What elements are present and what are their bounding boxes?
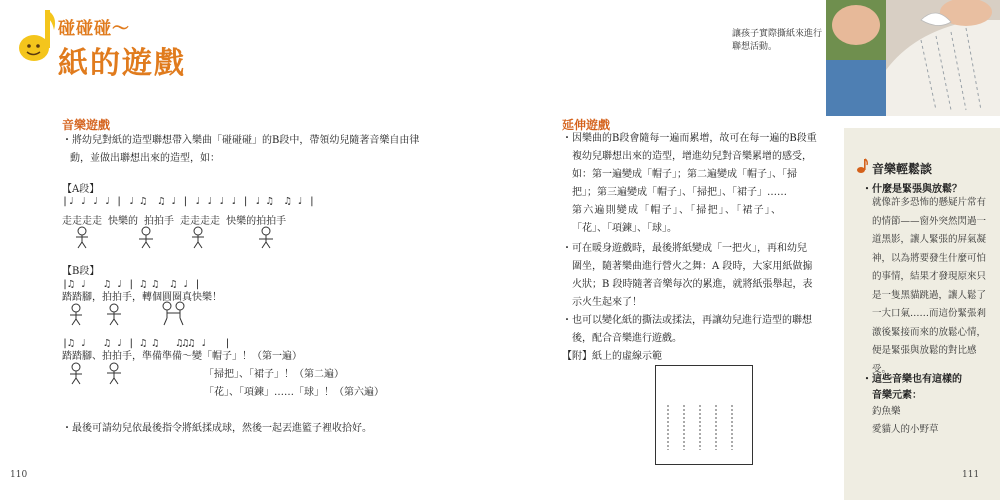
section-b-label: 【B段】 bbox=[62, 266, 100, 277]
photo-child-tearing-paper bbox=[826, 0, 1000, 116]
ending-instruction: ・最後可請幼兒依最後指令將紙揉成球，然後一起丟進籃子裡收拾好。 bbox=[62, 423, 372, 434]
extension-p2-line-2: 圍坐，隨著樂曲進行營火之舞：A 段時，大家用紙做搧 bbox=[572, 261, 813, 272]
right-page bbox=[500, 0, 1000, 500]
sidebar-answer-1: 就像許多恐怖的懸疑片常有 的情節——窗外突然閃過一 道黑影，讓人緊張的屏氣凝 神，以為將要發生什麼可怕 的事情，結果才發現原來只 是一隻黑貓跳過，讓人鬆了 一大口氣……而這份緊張剎 激後緊接而來的放鬆心情， 便是緊張與放鬆的對比感 受。 bbox=[872, 197, 987, 375]
intro-line-2: 動，並做出聯想出來的造型，如： bbox=[70, 153, 220, 164]
sidebar-question-2-line-2: 音樂元素： bbox=[872, 390, 922, 401]
child-figure-icon bbox=[72, 226, 92, 250]
child-figure-icon bbox=[66, 303, 86, 327]
sidebar-music-talk bbox=[844, 128, 1000, 500]
music-note-icon bbox=[856, 158, 868, 174]
section-b-lyrics-3: 「掃把」、「裙子」！（第二遍） bbox=[204, 369, 344, 380]
photo-caption: 讓孩子實際撕紙來進行聯想活動。 bbox=[732, 29, 823, 52]
section-heading-music-game: 音樂遊戲 bbox=[62, 118, 111, 132]
extension-p1-line-3: 如：第一遍變成「帽子」；第二遍變成「帽子」、「掃 bbox=[572, 169, 797, 180]
section-a-lyrics: 走走走走 快樂的 拍拍手 走走走走 快樂的拍拍手 bbox=[62, 216, 287, 227]
children-circle-icon bbox=[158, 300, 190, 328]
extension-p3-line-1: ・也可以變化紙的撕法或揉法，再讓幼兒進行造型的聯想 bbox=[562, 315, 812, 326]
intro-line-1: ・將幼兒對紙的造型聯想帶入樂曲「碰碰碰」的B段中，帶領幼兒隨著音樂自由律 bbox=[62, 135, 420, 146]
extension-p1-line-2: 複幼兒聯想出來的造型，增進幼兒對音樂累增的感受， bbox=[572, 151, 812, 162]
child-figure-icon bbox=[66, 362, 86, 386]
section-b-rhythm-2: |♫ ♩ ♫ ♩ | ♫ ♫ ♫♫♫ ♩ | bbox=[62, 338, 231, 349]
extension-p1-line-4: 把」；第三遍變成「帽子」、「掃把」、「裙子」…… bbox=[572, 187, 787, 198]
extension-p1-line-1: ・因樂曲的B段會隨每一遍而累增，故可在每一遍的B段重 bbox=[562, 133, 817, 144]
section-b-rhythm-1: |♫ ♩ ♫ ♩ | ♫ ♫ ♫ ♩ | bbox=[62, 279, 201, 290]
section-b-lyrics-1: 踏踏腳，拍拍手，轉個圓圈真快樂！ bbox=[62, 292, 222, 303]
sidebar-question-1: ・什麼是緊張與放鬆？ bbox=[862, 184, 962, 195]
child-figure-icon bbox=[136, 226, 156, 250]
dashed-paper-illustration bbox=[655, 365, 753, 465]
extension-p2-line-1: ・可在暖身遊戲時，最後將紙變成「一把火」，再和幼兒 bbox=[562, 243, 807, 254]
extension-p1-line-5: 第六遍則變成「帽子」、「掃把」、「裙子」、 bbox=[572, 205, 783, 216]
page-number-left: 110 bbox=[10, 470, 28, 480]
sidebar-music-item: 釣魚樂 bbox=[872, 406, 901, 417]
child-figure-icon bbox=[104, 362, 124, 386]
section-b-lyrics-2: 踏踏腳、拍拍手，準備準備～變「帽子」！（第一遍） bbox=[62, 351, 302, 362]
page-title: 紙的遊戲 bbox=[58, 46, 186, 81]
music-note-icon bbox=[14, 4, 60, 62]
extension-p1-line-6: 「花」、「項鍊」、「球」。 bbox=[572, 223, 677, 234]
child-figure-icon bbox=[188, 226, 208, 250]
extension-p2-line-4: 示火生起來了！ bbox=[572, 297, 642, 308]
sidebar-music-item: 愛貓人的小野草 bbox=[872, 424, 939, 435]
sidebar-question-2-line-1: ・這些音樂也有這樣的 bbox=[862, 374, 962, 385]
section-heading-extension-game: 延伸遊戲 bbox=[562, 118, 611, 132]
sidebar-heading: 音樂輕鬆談 bbox=[872, 162, 933, 176]
page-number-right: 111 bbox=[962, 470, 980, 480]
appendix-label: 【附】紙上的虛線示範 bbox=[562, 351, 662, 362]
extension-p3-line-2: 後，配合音樂進行遊戲。 bbox=[572, 333, 682, 344]
section-a-rhythm: |♩ ♩ ♩ ♩ | ♩ ♫ ♫ ♩ | ♩ ♩ ♩ ♩ | ♩ ♫ ♫ ♩ | bbox=[62, 196, 315, 207]
child-figure-icon bbox=[104, 303, 124, 327]
page-subtitle: 碰碰碰～ bbox=[58, 19, 130, 39]
section-b-lyrics-4: 「花」、「項鍊」……「球」！（第六遍） bbox=[204, 387, 384, 398]
extension-p2-line-3: 火狀；B 段時隨著音樂每次的累進，就將紙張舉起，表 bbox=[572, 279, 813, 290]
child-figure-icon bbox=[256, 226, 276, 250]
section-a-label: 【A段】 bbox=[62, 184, 100, 195]
